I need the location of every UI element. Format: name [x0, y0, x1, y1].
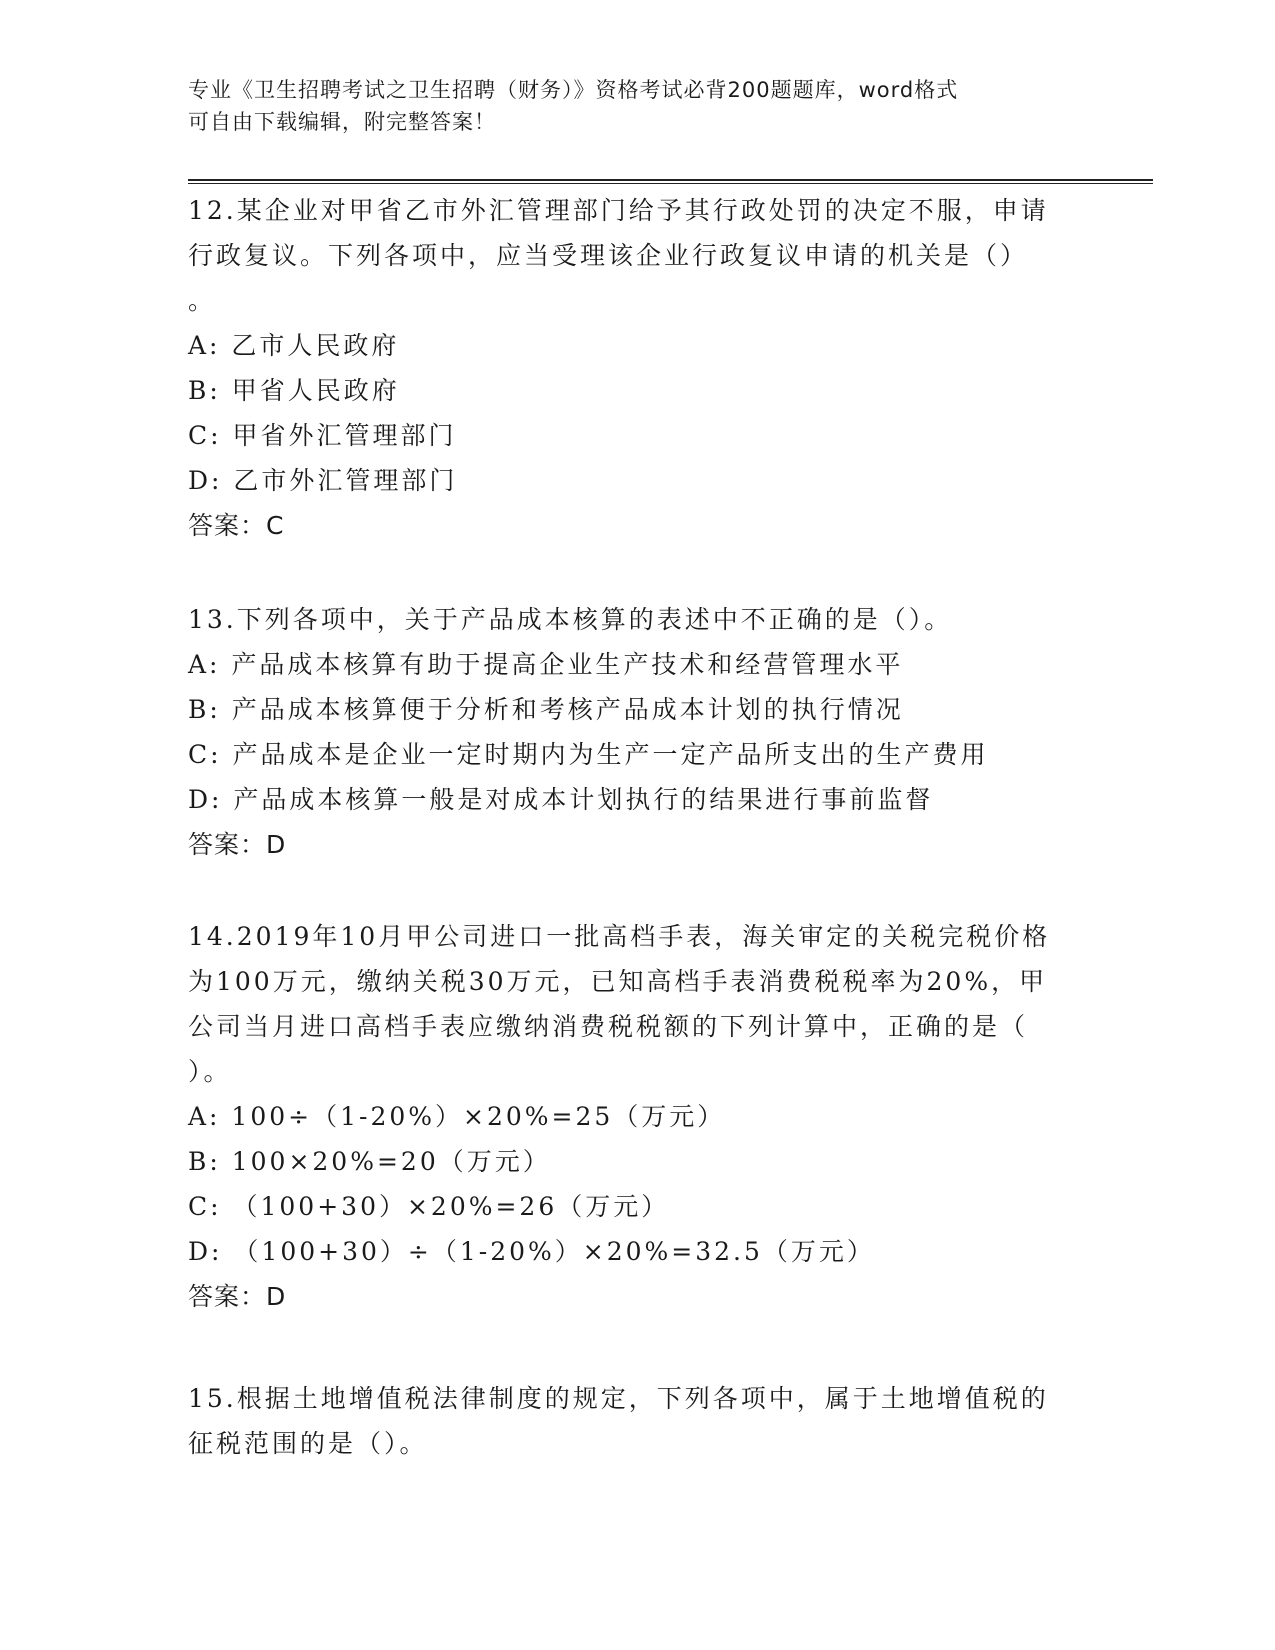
option-d: D: （100+30）÷（1-20%）×20%=32.5（万元）: [188, 1237, 875, 1266]
option-c: C: （100+30）×20%=26（万元）: [188, 1192, 670, 1221]
question-stem-line: 征税范围的是（）。: [188, 1429, 428, 1458]
question-stem-line: ）。: [188, 1057, 232, 1086]
option-a: A: 产品成本核算有助于提高企业生产技术和经营管理水平: [188, 650, 904, 679]
option-c: C: 产品成本是企业一定时期内为生产一定产品所支出的生产费用: [188, 740, 989, 769]
question-stem-line: 行政复议。下列各项中，应当受理该企业行政复议申请的机关是（）: [188, 241, 1029, 270]
option-a: A: 乙市人民政府: [188, 331, 400, 360]
answer: 答案：D: [188, 1282, 287, 1311]
question-stem-line: 。: [188, 286, 217, 315]
question-stem-line: 13.下列各项中，关于产品成本核算的表述中不正确的是（）。: [188, 605, 953, 634]
question-15: [188, 1376, 1078, 1466]
option-b: B: 产品成本核算便于分析和考核产品成本计划的执行情况: [188, 695, 904, 724]
header-line: 专业《卫生招聘考试之卫生招聘（财务）》资格考试必背200题题库，word格式: [188, 78, 959, 102]
answer: 答案：C: [188, 511, 285, 540]
question-13: [188, 597, 1078, 867]
option-d: D: 乙市外汇管理部门: [188, 466, 458, 495]
option-d: D: 产品成本核算一般是对成本计划执行的结果进行事前监督: [188, 785, 934, 814]
option-c: C: 甲省外汇管理部门: [188, 421, 457, 450]
header-divider: [188, 179, 1153, 184]
question-stem-line: 公司当月进口高档手表应缴纳消费税税额的下列计算中，正确的是（: [188, 1012, 1029, 1041]
question-stem-line: 14.2019年10月甲公司进口一批高档手表，海关审定的关税完税价格: [188, 922, 1051, 951]
question-stem-line: 12.某企业对甲省乙市外汇管理部门给予其行政处罚的决定不服，申请: [188, 196, 1049, 225]
question-stem-line: 为100万元，缴纳关税30万元，已知高档手表消费税税率为20%，甲: [188, 967, 1048, 996]
option-a: A: 100÷（1-20%）×20%=25（万元）: [188, 1102, 726, 1131]
option-b: B: 甲省人民政府: [188, 376, 400, 405]
question-stem-line: 15.根据土地增值税法律制度的规定，下列各项中，属于土地增值税的: [188, 1384, 1049, 1413]
answer: 答案：D: [188, 830, 287, 859]
document-header: [188, 74, 1088, 138]
option-b: B: 100×20%=20（万元）: [188, 1147, 551, 1176]
question-14: [188, 914, 1078, 1319]
header-line: 可自由下载编辑，附完整答案！: [188, 110, 496, 134]
question-12: [188, 188, 1078, 548]
